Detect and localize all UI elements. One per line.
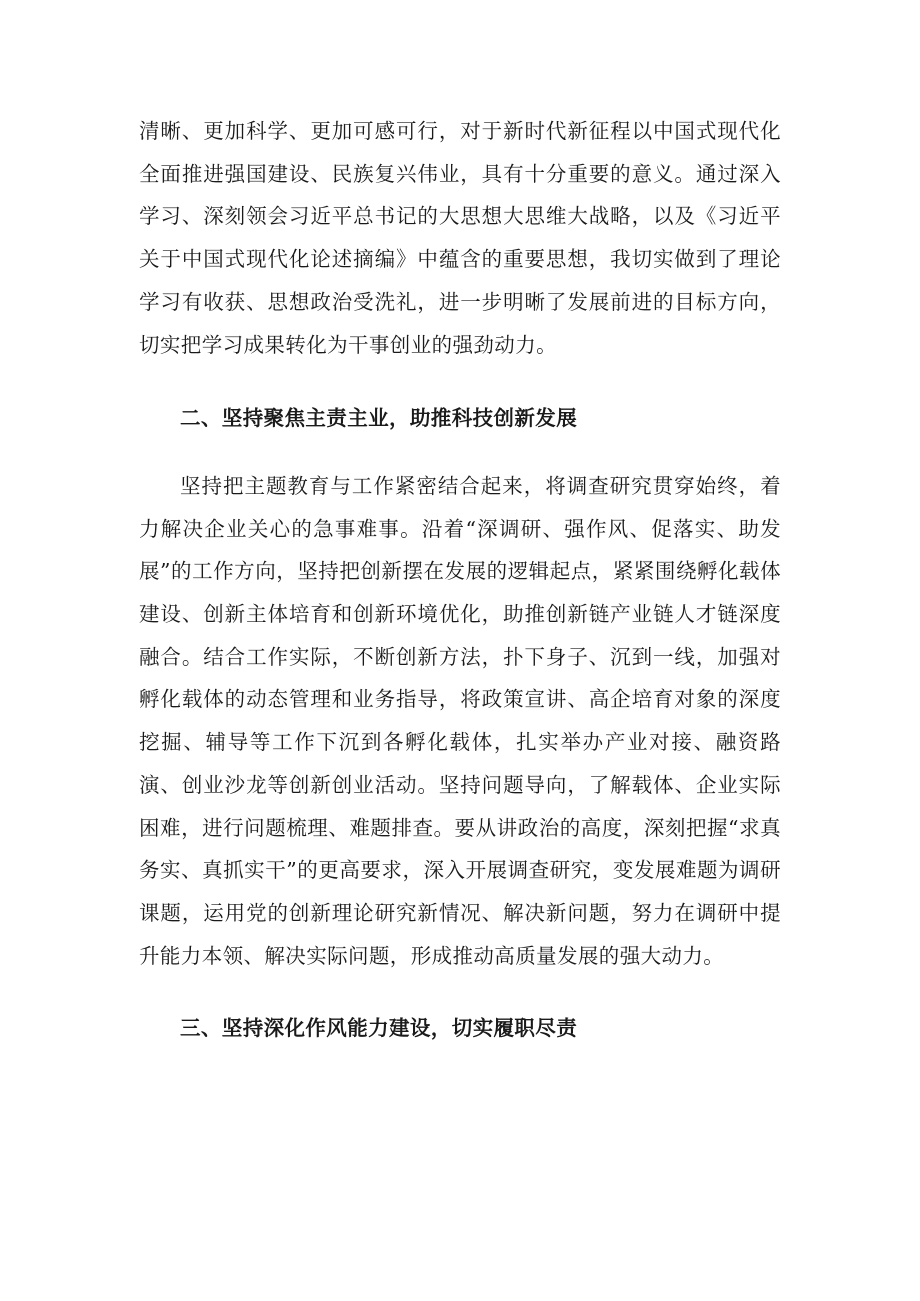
- section-heading-3: 三、坚持深化作风能力建设，切实履职尽责: [180, 1016, 578, 1041]
- section-heading-2: 二、坚持聚焦主责主业，助推科技创新发展: [180, 406, 578, 431]
- paragraph-1: 清晰、更加科学、更加可感可行，对于新时代新征程以中国式现代化全面推进强国建设、民族复兴伟业，具有十分重要的意义。通过深入学习、深刻领会习近平总书记的大思想大思维大战略，以及《习近平关于中国式现代化论述摘编》中蕴含的重要思想，我切实做到了理论学习有收获、思想政治受洗礼，进一步明晰了发展前进的目标方向，切实把学习成果转化为干事创业的强劲动力。: [139, 119, 781, 357]
- paragraph-2: 坚持把主题教育与工作紧密结合起来，将调查研究贯穿始终，着力解决企业关心的急事难事。沿着“深调研、强作风、促落实、助发展”的工作方向，坚持把创新摆在发展的逻辑起点，紧紧围绕孵化载体建设、创新主体培育和创新环境优化，助推创新链产业链人才链深度融合。结合工作实际，不断创新方法，扑下身子、沉到一线，加强对孵化载体的动态管理和业务指导，将政策宣讲、高企培育对象的深度挖掘、辅导等工作下沉到各孵化载体，扎实举办产业对接、融资路演、创业沙龙等创新创业活动。坚持问题导向，了解载体、企业实际困难，进行问题梳理、难题排查。要从讲政治的高度，深刻把握“求真务实、真抓实干”的更高要求，深入开展调查研究，变发展难题为调研课题，运用党的创新理论研究新情况、解决新问题，努力在调研中提升能力本领、解决实际问题，形成推动高质量发展的强大动力。: [139, 473, 781, 968]
- document-body: [139, 110, 781, 1050]
- spacer: [139, 366, 781, 397]
- spacer: [139, 977, 781, 1007]
- spacer: [139, 440, 781, 465]
